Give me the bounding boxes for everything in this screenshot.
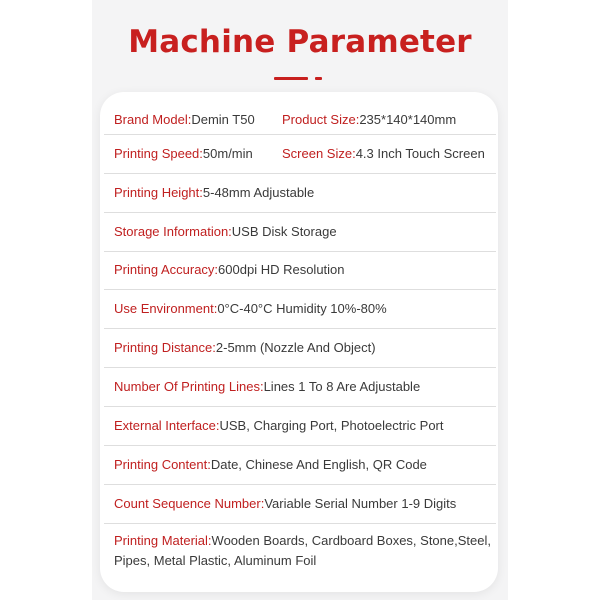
row-speed-screen <box>114 144 494 164</box>
printing-accuracy-label: Printing Accuracy: <box>114 262 219 277</box>
brand-model-value: Demin T50 <box>191 112 255 127</box>
row-printing-accuracy <box>114 260 494 280</box>
row-printing-material <box>114 531 494 571</box>
printing-content-value: Date, Chinese And English, QR Code <box>210 457 427 472</box>
row-divider <box>104 328 496 329</box>
brand-model-label: Brand Model: <box>114 112 192 127</box>
row-storage-information <box>114 222 494 242</box>
row-divider <box>104 251 496 252</box>
count-sequence-label: Count Sequence Number: <box>114 496 265 511</box>
storage-information-value: USB Disk Storage <box>231 224 337 239</box>
row-brand-product <box>114 110 494 130</box>
use-environment-label: Use Environment: <box>114 301 218 316</box>
product-size <box>282 110 456 130</box>
printing-accuracy-value: 600dpi HD Resolution <box>218 262 345 277</box>
storage-information-label: Storage Information: <box>114 224 232 239</box>
printing-speed-value: 50m/min <box>202 146 253 161</box>
row-divider <box>104 484 496 485</box>
page-title: Machine Parameter <box>128 24 472 60</box>
row-divider <box>104 134 496 135</box>
row-divider <box>104 445 496 446</box>
printing-lines-label: Number Of Printing Lines: <box>114 379 264 394</box>
printing-material-value: Wooden Boards, Cardboard Boxes, Stone,Steel, Pipes, Metal Plastic, Aluminum Foil <box>114 533 491 568</box>
printing-height-value: 5-48mm Adjustable <box>202 185 315 200</box>
row-divider <box>104 523 496 524</box>
row-divider <box>104 406 496 407</box>
printing-distance-label: Printing Distance: <box>114 340 216 355</box>
use-environment-value: 0°C-40°C Humidity 10%-80% <box>217 301 387 316</box>
row-divider <box>104 289 496 290</box>
printing-material-label: Printing Material: <box>114 533 212 548</box>
screen-size <box>282 144 485 164</box>
row-printing-height <box>114 183 494 203</box>
row-divider <box>104 212 496 213</box>
external-interface-value: USB, Charging Port, Photoelectric Port <box>219 418 444 433</box>
row-external-interface <box>114 416 494 436</box>
product-size-label: Product Size: <box>282 112 360 127</box>
screen-size-value: 4.3 Inch Touch Screen <box>355 146 485 161</box>
count-sequence-value: Variable Serial Number 1-9 Digits <box>264 496 457 511</box>
row-divider <box>104 367 496 368</box>
title-underline-long <box>274 77 308 80</box>
printing-lines-value: Lines 1 To 8 Are Adjustable <box>263 379 421 394</box>
printing-height-label: Printing Height: <box>114 185 203 200</box>
printing-distance-value: 2-5mm (Nozzle And Object) <box>215 340 376 355</box>
row-printing-content <box>114 455 494 475</box>
title-underline-short <box>315 77 322 80</box>
product-size-value: 235*140*140mm <box>359 112 457 127</box>
screen-size-label: Screen Size: <box>282 146 356 161</box>
external-interface-label: External Interface: <box>114 418 220 433</box>
printing-speed-label: Printing Speed: <box>114 146 203 161</box>
row-use-environment <box>114 299 494 319</box>
row-printing-lines <box>114 377 494 397</box>
row-count-sequence <box>114 494 494 514</box>
printing-content-label: Printing Content: <box>114 457 211 472</box>
row-divider <box>104 173 496 174</box>
row-printing-distance <box>114 338 494 358</box>
